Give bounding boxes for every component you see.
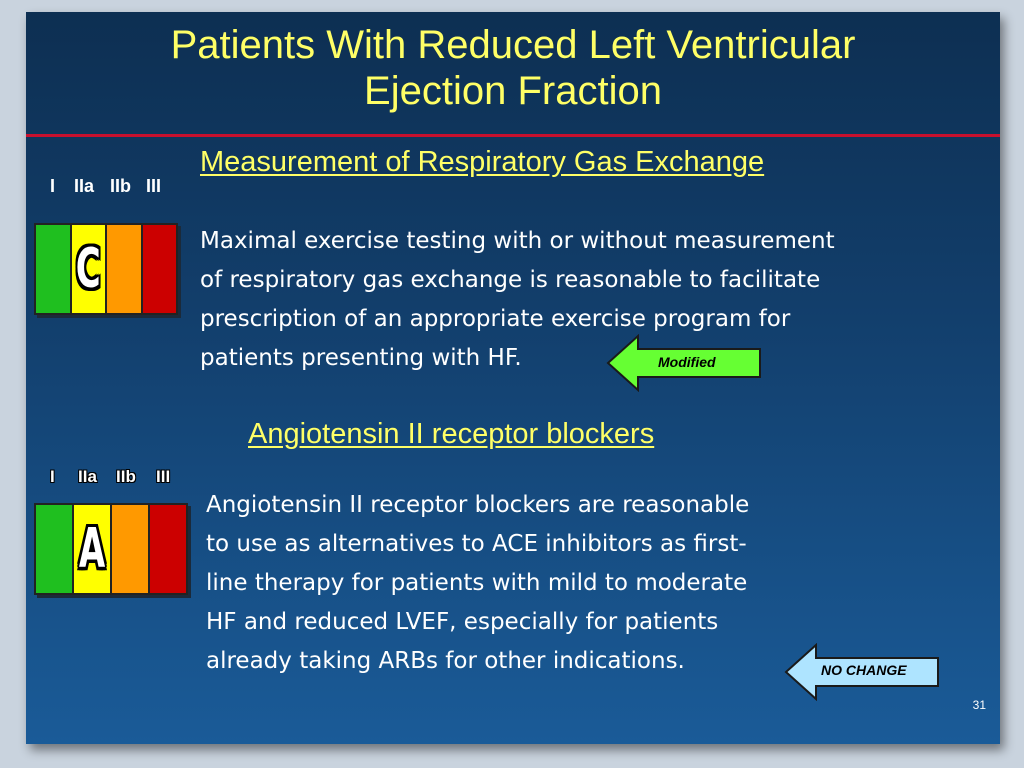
text-line: already taking ARBs for other indications. (206, 648, 685, 674)
modified-status-label: Modified (658, 354, 716, 370)
level-of-evidence-letter: A (78, 517, 106, 581)
class-level-bar-1 (34, 223, 178, 315)
heading-angiotensin-receptor-blockers: Angiotensin II receptor blockers (248, 418, 655, 450)
heading-respiratory-gas-exchange: Measurement of Respiratory Gas Exchange (200, 146, 765, 178)
text-line: Angiotensin II receptor blockers are reasonable (206, 492, 750, 518)
class-I-segment (36, 505, 74, 593)
recommendation-1-text (200, 222, 980, 378)
class-IIb-segment (112, 505, 150, 593)
text-line: patients presenting with HF. (200, 345, 522, 371)
text-line: to use as alternatives to ACE inhibitors as first- (206, 531, 747, 557)
text-line: line therapy for patients with mild to moderate (206, 570, 748, 596)
text-line: Maximal exercise testing with or without measurement (200, 228, 835, 254)
class-III-segment (150, 505, 186, 593)
class-level-bar-2 (34, 503, 188, 595)
class-label-IIa: IIa (78, 467, 97, 486)
class-label-IIb: IIb (116, 467, 136, 486)
text-line: HF and reduced LVEF, especially for patients (206, 609, 719, 635)
class-IIa-segment (72, 225, 108, 313)
no-change-status-label: NO CHANGE (821, 662, 907, 678)
class-label-I: I (50, 176, 56, 196)
class-label-I: I (50, 467, 55, 486)
class-label-III: III (156, 467, 171, 486)
title-line-2: Ejection Fraction (364, 69, 662, 113)
text-line: prescription of an appropriate exercise program for (200, 306, 791, 332)
class-header-1 (46, 176, 196, 200)
slide (26, 12, 1000, 744)
class-III-segment (143, 225, 177, 313)
class-I-segment (36, 225, 72, 313)
title-line-1: Patients With Reduced Left Ventricular (170, 23, 856, 67)
class-IIb-segment (107, 225, 143, 313)
class-header-2 (46, 467, 206, 491)
title-divider (26, 134, 1000, 137)
page-number: 31 (972, 698, 986, 712)
class-label-IIb: IIb (110, 176, 131, 196)
level-of-evidence-letter: C (75, 237, 101, 301)
text-line: of respiratory gas exchange is reasonable to facilitate (200, 267, 821, 293)
class-IIa-segment (74, 505, 112, 593)
class-label-IIa: IIa (74, 176, 95, 196)
class-label-III: III (146, 176, 162, 196)
slide-title (26, 22, 1000, 114)
